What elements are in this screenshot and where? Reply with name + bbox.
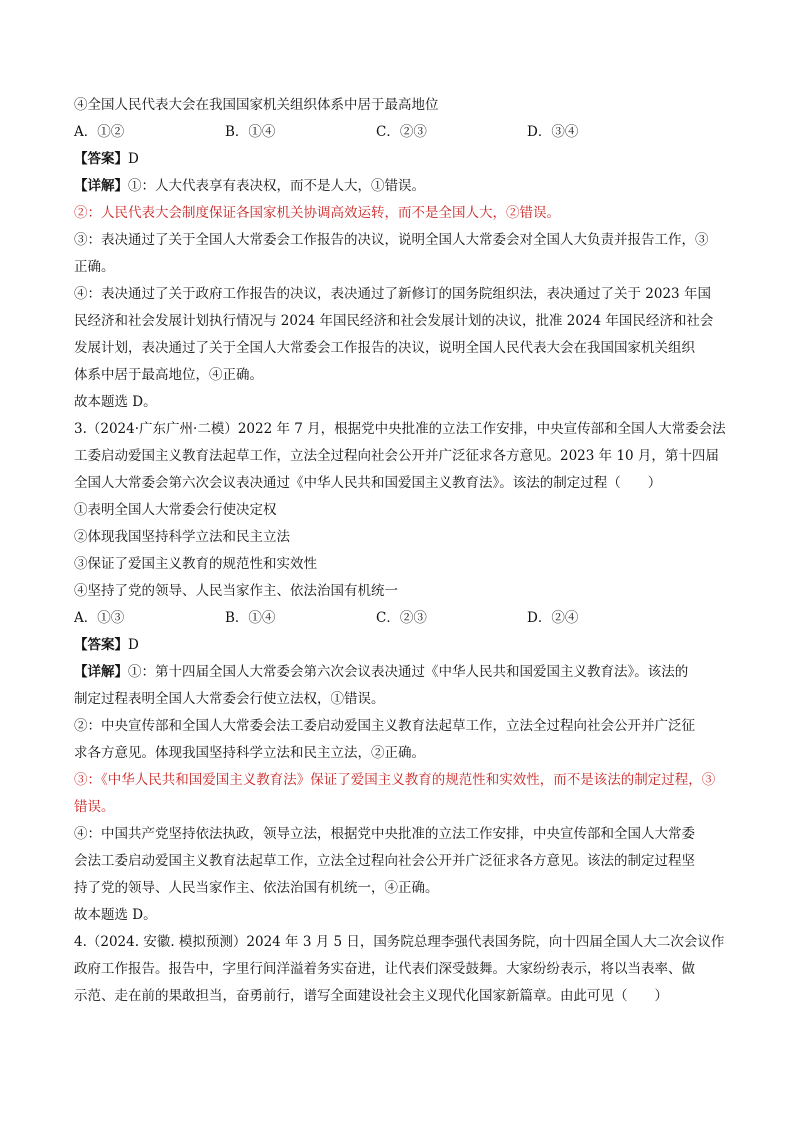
- q2-detail-4-line-3: 发展计划，表决通过了关于全国人大常委会工作报告的决议，说明全国人民代表大会在我国国家机关组织: [74, 340, 695, 356]
- q3-detail-1-line-1: [74, 659, 734, 686]
- answer-label: 【答案】: [74, 151, 128, 167]
- q3-detail-2-line-1: ②：中央宣传部和全国人大常委会法工委启动爱国主义教育法起草工作，立法全过程向社会公开并广泛征: [74, 718, 695, 734]
- q2-detail-3-line-2: 正确。: [74, 259, 115, 275]
- q3-statement-3: ③保证了爱国主义教育的规范性和实效性: [74, 556, 317, 572]
- detail-label: 【详解】: [74, 178, 128, 194]
- q4-stem-line-1: 4.（2024. 安徽. 模拟预测）2024 年 3 月 5 日，国务院总理李强代表国务院，向十四届全国人大二次会议作: [74, 934, 725, 950]
- q3-statement-4: ④坚持了党的领导、人民当家作主、依法治国有机统一: [74, 583, 398, 599]
- answer-label: 【答案】: [74, 637, 128, 653]
- q4-stem-line-2: 政府工作报告。报告中，字里行间洋溢着务实奋进，让代表们深受鼓舞。大家纷纷表示，将以当表率、做: [74, 961, 695, 977]
- q3-detail-4-line-3: 持了党的领导、人民当家作主、依法治国有机统一，④正确。: [74, 880, 439, 896]
- q2-option-c: C．②③: [376, 124, 427, 140]
- q3-detail-1-text: ①：第十四届全国人大常委会第六次会议表决通过《中华人民共和国爱国主义教育法》。该法的: [128, 664, 689, 680]
- q2-conclusion: 故本题选 D。: [74, 394, 157, 410]
- q3-stem-line-3: 全国人大常委会第六次会议表决通过《中华人民共和国爱国主义教育法》。该法的制定过程（ ）: [74, 475, 662, 491]
- q3-detail-1-line-2: 制定过程表明全国人大常委会行使立法权，①错误。: [74, 691, 385, 707]
- q3-option-d: D．②④: [527, 610, 579, 626]
- q2-detail-2: ②：人民代表大会制度保证各国家机关协调高效运转，而不是全国人大，②错误。: [74, 205, 560, 221]
- q2-detail-1: [74, 173, 734, 200]
- q3-statement-1: ①表明全国人大常委会行使决定权: [74, 502, 277, 518]
- q3-options: [74, 605, 734, 632]
- answer-value: D: [128, 151, 139, 167]
- q3-option-a: A．①③: [74, 610, 125, 626]
- document-page: [74, 92, 734, 1010]
- q2-answer: [74, 146, 734, 173]
- q3-statement-2: ②体现我国坚持科学立法和民主立法: [74, 529, 290, 545]
- q2-option-d: D．③④: [527, 124, 579, 140]
- q4-stem-line-3: 示范、走在前的果敢担当，奋勇前行，谱写全面建设社会主义现代化国家新篇章。由此可见（ ）: [74, 988, 668, 1004]
- q3-detail-2-line-2: 求各方意见。体现我国坚持科学立法和民主立法，②正确。: [74, 745, 425, 761]
- q2-statement-4: ④全国人民代表大会在我国国家机关组织体系中居于最高地位: [74, 97, 439, 113]
- q2-options: [74, 119, 734, 146]
- q2-option-b: B．①④: [225, 124, 276, 140]
- q3-detail-3-line-2: 错误。: [74, 799, 115, 815]
- detail-label: 【详解】: [74, 664, 128, 680]
- q3-answer: [74, 632, 734, 659]
- q2-detail-1-text: ①：人大代表享有表决权，而不是人大，①错误。: [128, 178, 425, 194]
- q3-stem-line-2: 工委启动爱国主义教育法起草工作，立法全过程向社会公开并广泛征求各方意见。2023 年 10 月，第十四届: [74, 448, 719, 464]
- q3-detail-4-line-2: 会法工委启动爱国主义教育法起草工作，立法全过程向社会公开并广泛征求各方意见。该法的制定过程坚: [74, 853, 695, 869]
- q3-option-b: B．①④: [225, 610, 276, 626]
- q2-detail-3-line-1: ③：表决通过了关于全国人大常委会工作报告的决议，说明全国人大常委会对全国人大负责并报告工作，③: [74, 232, 709, 248]
- q3-detail-4-line-1: ④：中国共产党坚持依法执政，领导立法，根据党中央批准的立法工作安排，中央宣传部和全国人大常委: [74, 826, 695, 842]
- q2-detail-4-line-1: ④：表决通过了关于政府工作报告的决议，表决通过了新修订的国务院组织法，表决通过了关于 2023 年国: [74, 286, 711, 302]
- q3-conclusion: 故本题选 D。: [74, 907, 157, 923]
- q3-stem-line-1: 3.（2024·广东广州·二模）2022 年 7 月，根据党中央批准的立法工作安排，中央宣传部和全国人大常委会法: [74, 421, 726, 437]
- answer-value: D: [128, 637, 139, 653]
- q3-option-c: C．②③: [376, 610, 427, 626]
- q2-option-a: A．①②: [74, 124, 125, 140]
- q2-detail-4-line-2: 民经济和社会发展计划执行情况与 2024 年国民经济和社会发展计划的决议，批准 2024 年国民经济和社会: [74, 313, 714, 329]
- q3-detail-3-line-1: ③：《中华人民共和国爱国主义教育法》保证了爱国主义教育的规范性和实效性，而不是该法的制定过程，③: [74, 772, 716, 788]
- q2-detail-4-line-4: 体系中居于最高地位，④正确。: [74, 367, 263, 383]
